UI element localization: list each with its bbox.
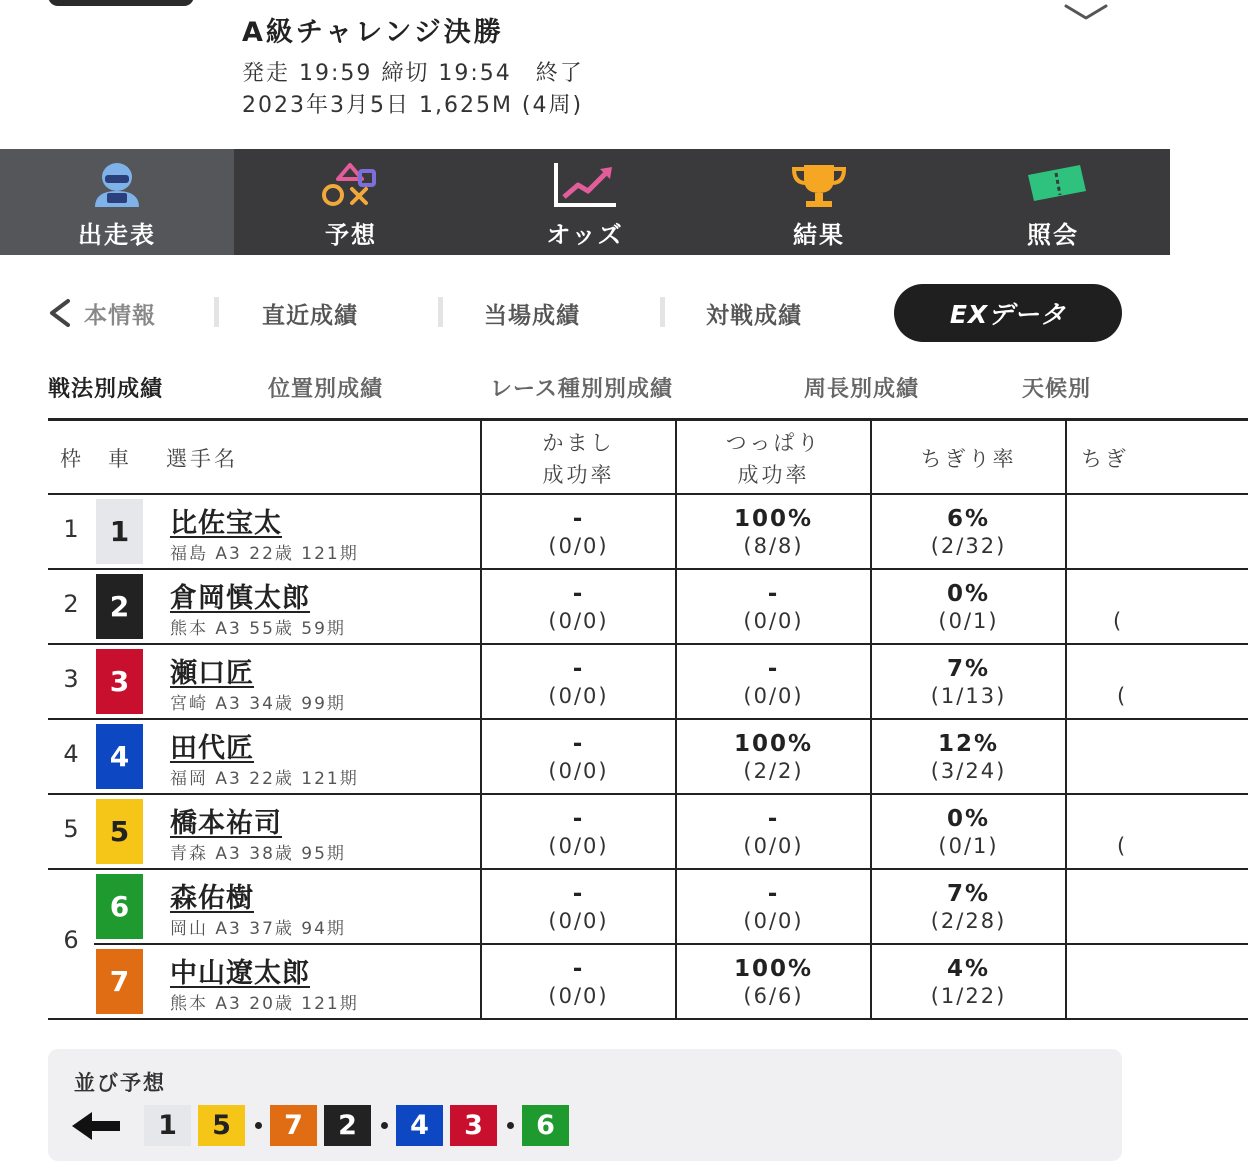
rider-info: 熊本 A3 20歳 121期 (170, 994, 359, 1014)
stat-count: (0/0) (548, 533, 609, 558)
race-time-status: 発走 19:59 締切 19:54 終了 (242, 61, 584, 86)
rider-info: 青森 A3 38歳 95期 (170, 844, 346, 864)
line-car-badge: 2 (324, 1105, 371, 1146)
top-pill-button[interactable] (48, 0, 194, 6)
chigiri-cell (870, 645, 1065, 718)
header-chigiri-next: ちぎ (1065, 421, 1260, 496)
kamashi-cell (480, 495, 675, 568)
header-rider-name: 選手名 (166, 446, 238, 471)
kamashi-cell (480, 945, 675, 1018)
tab-divider (214, 297, 219, 327)
frame-number: 3 (63, 665, 79, 693)
car-number-badge: 3 (96, 649, 143, 714)
header-line: かまし (542, 430, 615, 455)
stat-count: ( (1113, 608, 1124, 633)
chart-up-icon (550, 161, 620, 209)
main-tab-bar (0, 149, 1170, 255)
stat-count: (0/0) (548, 833, 609, 858)
arrow-left-icon (72, 1111, 122, 1141)
cat-tab-tactics[interactable]: 戦法別成績 (48, 377, 164, 402)
rider-info: 宮崎 A3 34歳 99期 (170, 694, 346, 714)
rider-name-link[interactable]: 田代匠 (170, 733, 254, 764)
chigiri-next-cell (1065, 570, 1260, 643)
stat-rate: - (767, 805, 780, 832)
rider-name-link[interactable]: 比佐宝太 (170, 508, 282, 539)
cat-tab-position[interactable]: 位置別成績 (268, 377, 384, 402)
rider-name-link[interactable]: 橋本祐司 (170, 808, 282, 839)
chigiri-cell (870, 720, 1065, 793)
tsuppari-cell (675, 645, 870, 718)
chigiri-next-cell (1065, 495, 1260, 568)
car-number-badge: 4 (96, 724, 143, 789)
stat-count: (1/13) (930, 683, 1007, 708)
stat-count: (2/28) (930, 908, 1007, 933)
rider-info: 福岡 A3 22歳 121期 (170, 769, 359, 789)
line-car-badge: 4 (396, 1105, 443, 1146)
tab-label: 結果 (793, 221, 845, 249)
trophy-icon (784, 161, 854, 209)
stat-rate: 12% (937, 730, 1000, 757)
car-number-badge: 7 (96, 949, 143, 1014)
chigiri-cell (870, 870, 1065, 943)
stat-count: (1/22) (930, 983, 1007, 1008)
stat-rate: - (572, 805, 585, 832)
line-car-badge: 7 (270, 1105, 317, 1146)
stat-count: (0/0) (548, 758, 609, 783)
frame-number: 1 (63, 515, 79, 543)
chigiri-cell (870, 570, 1065, 643)
stat-rate: 4% (946, 955, 991, 982)
stat-rate: 0% (946, 805, 991, 832)
line-car-badge: 6 (522, 1105, 569, 1146)
tab-entry-list[interactable] (0, 149, 234, 255)
stat-rate: 0% (946, 580, 991, 607)
stat-count: (0/0) (548, 683, 609, 708)
rider-name-link[interactable]: 森佑樹 (170, 883, 254, 914)
stat-count: ( (1117, 683, 1128, 708)
header-chigiri-rate: ちぎり率 (870, 421, 1065, 496)
chigiri-next-cell (1065, 945, 1260, 1018)
stat-count: (3/24) (930, 758, 1007, 783)
sub-tab-head-to-head[interactable]: 対戦成績 (706, 303, 802, 329)
stat-count: (0/0) (743, 683, 804, 708)
stat-rate (1117, 805, 1127, 833)
sub-tab-basic-info[interactable]: 本情報 (84, 303, 156, 329)
table-row[interactable] (48, 570, 1248, 645)
entry-stats-table (48, 418, 1129, 1020)
frame-number: 2 (63, 590, 79, 618)
header-car: 車 (108, 446, 132, 471)
line-car-badge: 3 (450, 1105, 497, 1146)
rider-icon (82, 161, 152, 209)
stat-rate: 100% (733, 730, 814, 757)
line-prediction-panel (48, 1049, 1122, 1161)
rider-info: 福島 A3 22歳 121期 (170, 544, 359, 564)
stat-count: (0/0) (548, 908, 609, 933)
table-row[interactable] (48, 945, 1248, 1020)
stat-rate: - (572, 655, 585, 682)
rider-name-link[interactable]: 瀬口匠 (170, 658, 254, 689)
tab-label: オッズ (546, 221, 624, 249)
stat-count: (0/0) (548, 983, 609, 1008)
tsuppari-cell (675, 945, 870, 1018)
chigiri-next-cell (1065, 795, 1260, 868)
kamashi-cell (480, 795, 675, 868)
stat-count: (0/0) (548, 608, 609, 633)
tsuppari-cell (675, 495, 870, 568)
table-row[interactable] (48, 495, 1248, 570)
rider-info: 岡山 A3 37歳 94期 (170, 919, 346, 939)
chigiri-cell (870, 795, 1065, 868)
ticket-icon (1018, 161, 1088, 209)
car-number-badge: 6 (96, 874, 143, 939)
header-line: つっぱり (725, 430, 822, 455)
stat-count: (8/8) (743, 533, 804, 558)
frame-number: 6 (63, 926, 79, 954)
prediction-shapes-icon (316, 161, 386, 209)
header-line: 成功率 (542, 462, 615, 487)
header-frame: 枠 (60, 446, 84, 471)
stat-rate: 7% (946, 880, 991, 907)
stat-count: (2/2) (743, 758, 804, 783)
stat-rate: 100% (733, 505, 814, 532)
table-row[interactable] (48, 645, 1248, 720)
table-row[interactable] (48, 870, 1248, 945)
stat-rate: - (572, 505, 585, 532)
stat-rate: 6% (946, 505, 991, 532)
stat-count: (2/32) (930, 533, 1007, 558)
stat-rate: - (572, 730, 585, 757)
race-title: A級チャレンジ決勝 (242, 17, 504, 48)
tab-label: 照会 (1027, 221, 1079, 249)
line-prediction-title: 並び予想 (74, 1071, 166, 1095)
stat-count: (0/0) (743, 833, 804, 858)
sub-tab-bar (0, 283, 1170, 343)
tab-divider (438, 297, 443, 327)
stat-rate: 7% (946, 655, 991, 682)
tab-label: 出走表 (78, 221, 156, 249)
tab-divider (660, 297, 665, 327)
cat-tab-track-length[interactable]: 周長別成績 (804, 377, 920, 402)
tab-inquiry[interactable] (936, 149, 1170, 255)
kamashi-cell (480, 645, 675, 718)
sub-tab-recent-results[interactable]: 直近成績 (262, 303, 358, 329)
table-row[interactable] (48, 720, 1248, 795)
cat-tab-race-type[interactable]: レース種別別成績 (490, 377, 673, 402)
stat-count: (0/1) (938, 833, 999, 858)
category-tab-bar (48, 368, 1122, 408)
sub-tab-venue-results[interactable]: 当場成績 (484, 303, 580, 329)
tab-results[interactable] (702, 149, 936, 255)
rider-name-link[interactable]: 倉岡慎太郎 (170, 583, 310, 614)
chigiri-next-cell (1065, 720, 1260, 793)
table-header (48, 418, 1248, 495)
tab-label: 予想 (325, 221, 377, 249)
chevron-down-icon[interactable] (1062, 0, 1110, 24)
rider-info: 熊本 A3 55歳 59期 (170, 619, 346, 639)
chigiri-cell (870, 945, 1065, 1018)
car-number-badge: 1 (96, 499, 143, 564)
header-line: 成功率 (737, 462, 810, 487)
line-separator-dot (381, 1122, 388, 1129)
stat-rate: - (572, 880, 585, 907)
cat-tab-weather[interactable]: 天候別 (1022, 377, 1092, 402)
chigiri-next-cell (1065, 870, 1260, 943)
car-number-badge: 2 (96, 574, 143, 639)
stat-rate: - (767, 580, 780, 607)
stat-rate (1113, 580, 1123, 608)
line-separator-dot (507, 1122, 514, 1129)
stat-count: (0/0) (743, 608, 804, 633)
header-kamashi-rate (480, 421, 675, 496)
sub-tab-ex-data[interactable]: EXデータ (894, 284, 1122, 342)
tab-prediction[interactable] (234, 149, 468, 255)
rider-name-link[interactable]: 中山遼太郎 (170, 958, 310, 989)
stat-count: (0/0) (743, 908, 804, 933)
stat-rate: 100% (733, 955, 814, 982)
line-car-badge: 5 (198, 1105, 245, 1146)
line-car-badge: 1 (144, 1105, 191, 1146)
chigiri-next-cell (1065, 645, 1260, 718)
tsuppari-cell (675, 795, 870, 868)
header-tsuppari-rate (675, 421, 870, 496)
frame-number: 4 (63, 740, 79, 768)
stat-rate: - (767, 655, 780, 682)
chigiri-cell (870, 495, 1065, 568)
stat-rate: - (572, 580, 585, 607)
frame-number: 5 (63, 815, 79, 843)
car-number-badge: 5 (96, 799, 143, 864)
line-separator-dot (255, 1122, 262, 1129)
kamashi-cell (480, 720, 675, 793)
kamashi-cell (480, 570, 675, 643)
tsuppari-cell (675, 720, 870, 793)
stat-count: (0/1) (938, 608, 999, 633)
tsuppari-cell (675, 870, 870, 943)
stat-count: (6/6) (743, 983, 804, 1008)
race-date-distance: 2023年3月5日 1,625M (4周) (242, 93, 584, 118)
stat-count: ( (1117, 833, 1128, 858)
tsuppari-cell (675, 570, 870, 643)
kamashi-cell (480, 870, 675, 943)
stat-rate: - (767, 880, 780, 907)
stat-rate: - (572, 955, 585, 982)
tab-odds[interactable] (468, 149, 702, 255)
chevron-left-icon[interactable] (46, 297, 74, 329)
stat-rate (1117, 655, 1127, 683)
table-row[interactable] (48, 795, 1248, 870)
